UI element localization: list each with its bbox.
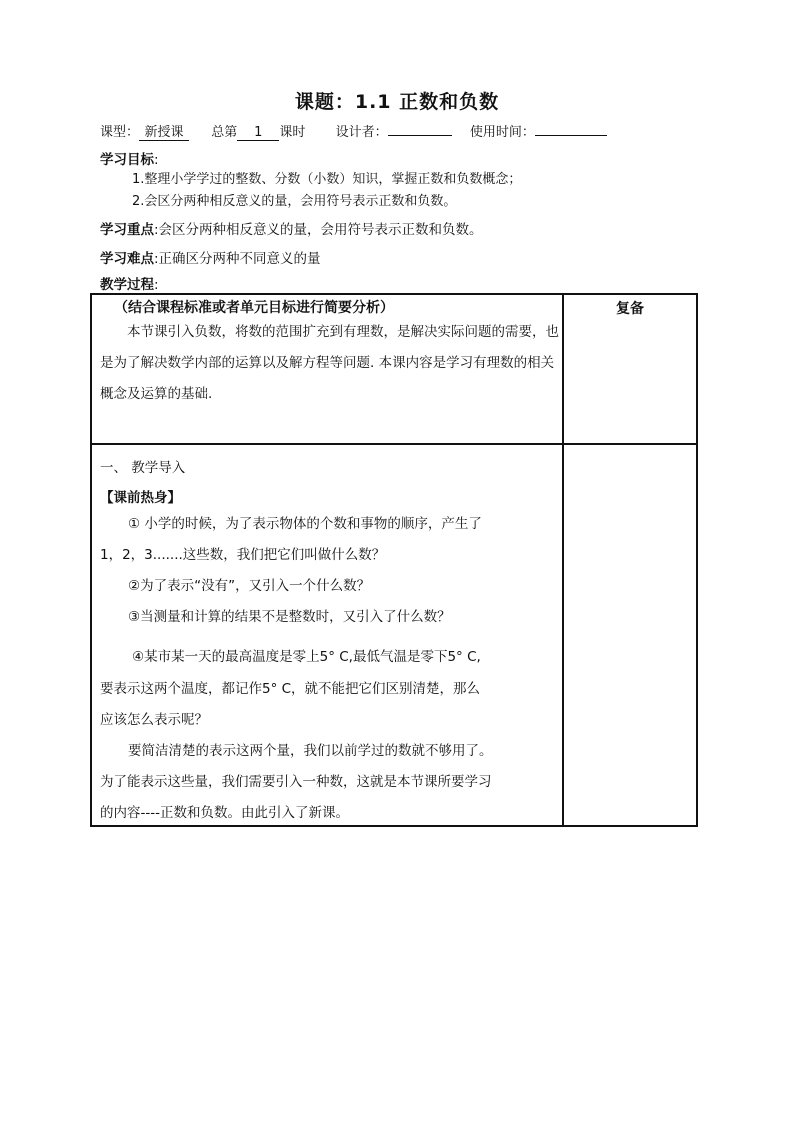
difficulty: 学习难点:正确区分两种不同意义的量 xyxy=(100,251,321,267)
goal-item-2: 2.会区分两种相反意义的量，会用符号表示正数和负数。 xyxy=(132,194,457,209)
review-column-heading: 复备 xyxy=(616,301,644,317)
date-label: 使用时间： xyxy=(469,125,535,140)
lesson-table xyxy=(90,293,698,827)
analysis-paragraph: 本节课引入负数，将数的范围扩充到有理数，是解决实际问题的需要，也是为了解决数学内部的运算以及解方程等问题. 本课内容是学习有理数的相关概念及运算的基础. xyxy=(100,324,559,402)
designer-label: 设计者： xyxy=(335,125,388,140)
total-label: 总第 xyxy=(211,125,238,140)
total-value: 1 xyxy=(237,125,279,141)
closing-line-1: 要简洁清楚的表示这两个量，我们以前学过的数就不够用了。 xyxy=(128,743,493,759)
question-3: ③当测量和计算的结果不是整数时，又引入了什么数？ xyxy=(128,609,451,625)
page-title: 课题：1.1 正数和负数 xyxy=(294,91,500,113)
question-4-line-3: 应该怎么表示呢？ xyxy=(100,712,208,728)
lesson-meta xyxy=(100,121,607,141)
course-type-label: 课型： xyxy=(100,125,140,140)
question-1-line-2: 1，2，3.......这些数，我们把它们叫做什么数？ xyxy=(100,547,386,563)
designer-field xyxy=(388,135,452,136)
course-type-value: 新授课 xyxy=(139,121,189,141)
question-4-line-1: ④某市某一天的最高温度是零上5° C,最低气温是零下5° C, xyxy=(132,649,481,665)
key-point: 学习重点:会区分两种相反意义的量，会用符号表示正数和负数。 xyxy=(100,222,483,238)
question-4-line-2: 要表示这两个温度，都记作5° C，就不能把它们区别清楚，那么 xyxy=(100,681,481,697)
question-1-line-1: ① 小学的时候，为了表示物体的个数和事物的顺序，产生了 xyxy=(128,516,482,532)
goals-heading: 学习目标: xyxy=(100,152,159,168)
goal-item-1: 1.整理小学学过的整数、分数（小数）知识，掌握正数和负数概念； xyxy=(132,172,522,187)
process-heading: 教学过程: xyxy=(100,277,159,293)
section-intro: 一、 教学导入 xyxy=(100,460,186,476)
analysis-heading: （结合课程标准或者单元目标进行简要分析） xyxy=(114,300,394,316)
question-2: ②为了表示“没有”，又引入一个什么数？ xyxy=(128,578,371,594)
date-field xyxy=(535,135,607,136)
closing-line-2: 为了能表示这些量，我们需要引入一种数，这就是本节课所要学习 xyxy=(100,774,492,790)
closing-line-3: 的内容----正数和负数。由此引入了新课。 xyxy=(100,805,349,821)
warmup-heading: 【课前热身】 xyxy=(100,490,181,506)
period-label: 课时 xyxy=(279,125,306,140)
